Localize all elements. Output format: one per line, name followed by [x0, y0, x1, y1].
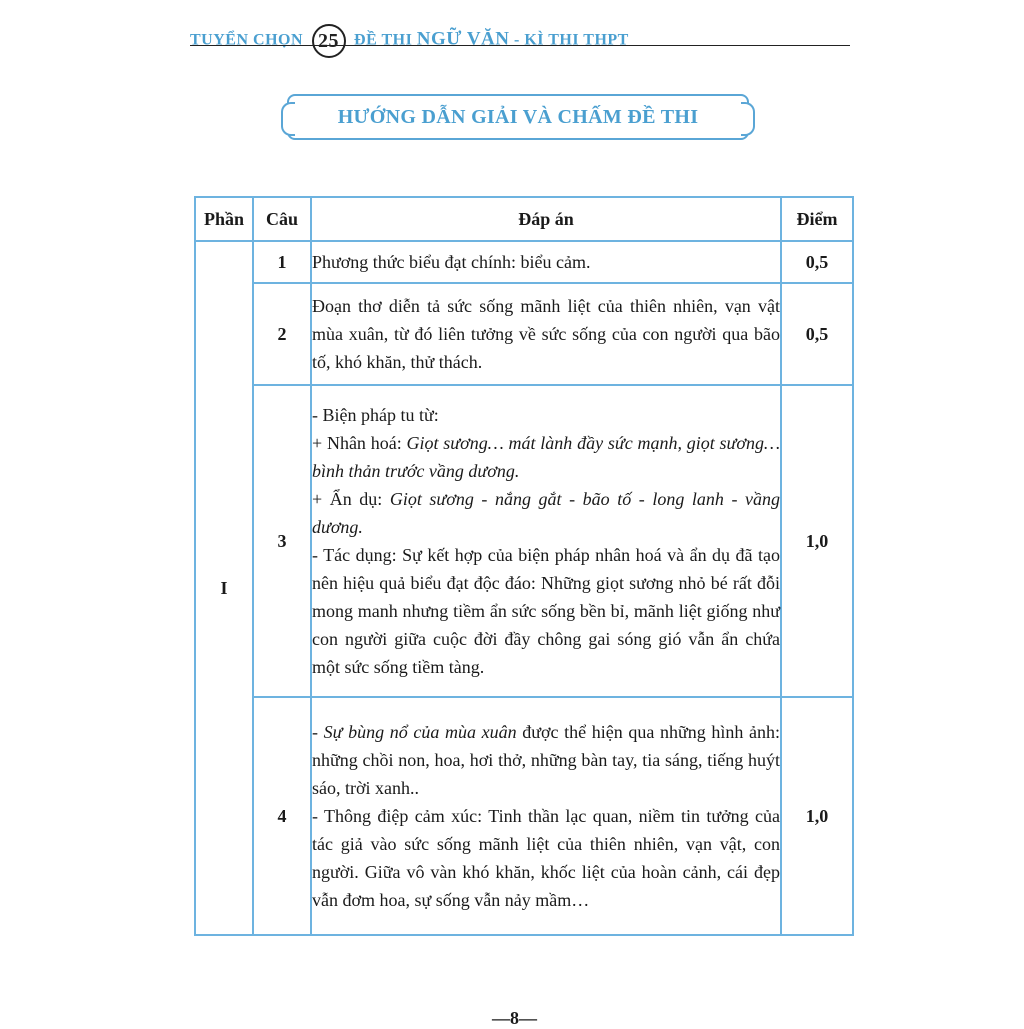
header-part4: - KÌ THI THPT: [514, 31, 629, 49]
header-part2: ĐỀ THI: [354, 31, 413, 49]
question-number: 1: [253, 241, 311, 283]
table-row: [195, 385, 853, 697]
table-row: [195, 283, 853, 385]
table-header-row: [195, 197, 853, 241]
answer-quote: Giọt sương - nắng gắt - bão tố - long lanh - vầng dương.: [312, 489, 780, 537]
table-row: [195, 241, 853, 283]
score-cell: 0,5: [781, 283, 853, 385]
answer-quote: Giọt sương… mát lành đầy sức mạnh, giọt sương… bình thản trước vầng dương.: [312, 433, 780, 481]
answer-cell: [311, 697, 781, 935]
answer-line: - Thông điệp cảm xúc: Tinh thần lạc quan, niềm tin tưởng của tác giả vào sức sống mãnh liệt của thiên nhiên, vạn vật, con người. Giữa vô vàn khó khăn, khốc liệt của hoàn cảnh, cái đẹp vẫn đơm hoa, sự sống vẫn nảy mầm…: [312, 806, 780, 910]
table-row: [195, 697, 853, 935]
score-cell: 1,0: [781, 697, 853, 935]
header-subject: NGỮ VĂN: [416, 28, 510, 50]
header-title: [190, 24, 629, 58]
answer-label: + Ẩn dụ:: [312, 489, 390, 509]
question-number: 3: [253, 385, 311, 697]
question-number: 4: [253, 697, 311, 935]
issue-number-badge: 25: [312, 24, 346, 58]
header-dap-an: Đáp án: [311, 197, 781, 241]
answer-line: - Biện pháp tu từ:: [312, 405, 439, 425]
answer-text: Đoạn thơ diễn tả sức sống mãnh liệt của thiên nhiên, vạn vật mùa xuân, từ đó liên tưởng về sức sống của con người qua bão tố, khó khăn, thử thách.: [312, 296, 780, 372]
answer-key-table: [194, 196, 854, 936]
header-part1: TUYỂN CHỌN: [190, 31, 304, 49]
answer-label: + Nhân hoá:: [312, 433, 407, 453]
header-diem: Điểm: [781, 197, 853, 241]
section-banner: [287, 94, 749, 140]
answer-line: [312, 429, 780, 485]
answer-cell: [311, 283, 781, 385]
answer-line: [312, 485, 780, 541]
part-label: I: [195, 241, 253, 935]
score-cell: 1,0: [781, 385, 853, 697]
header-rule: [190, 45, 850, 46]
score-cell: 0,5: [781, 241, 853, 283]
answer-text: được thể hiện qua những hình ảnh: những chồi non, hoa, hơi thở, những bàn tay, tia sáng, tiếng huýt sáo, trời xanh..: [312, 722, 780, 798]
header-cau: Câu: [253, 197, 311, 241]
question-number: 2: [253, 283, 311, 385]
running-header: [190, 12, 850, 52]
header-phan: Phần: [195, 197, 253, 241]
answer-line: [312, 718, 780, 802]
answer-text: Phương thức biểu đạt chính: biểu cảm.: [312, 252, 591, 272]
answer-quote: - Sự bùng nổ của mùa xuân: [312, 722, 517, 742]
section-title: HƯỚNG DẪN GIẢI VÀ CHẤM ĐỀ THI: [337, 105, 699, 128]
page-number: —8—: [492, 1008, 537, 1028]
answer-line: - Tác dụng: Sự kết hợp của biện pháp nhân hoá và ẩn dụ đã tạo nên hiệu quả biểu đạt độc đáo: Những giọt sương nhỏ bé rất đỗi mong manh nhưng tiềm ẩn sức sống bền bỉ, mãnh liệt giống như con người giữa cuộc đời đầy chông gai sóng gió vẫn ẩn chứa một sức sống tiềm tàng.: [312, 545, 780, 677]
answer-cell: [311, 241, 781, 283]
answer-cell: [311, 385, 781, 697]
